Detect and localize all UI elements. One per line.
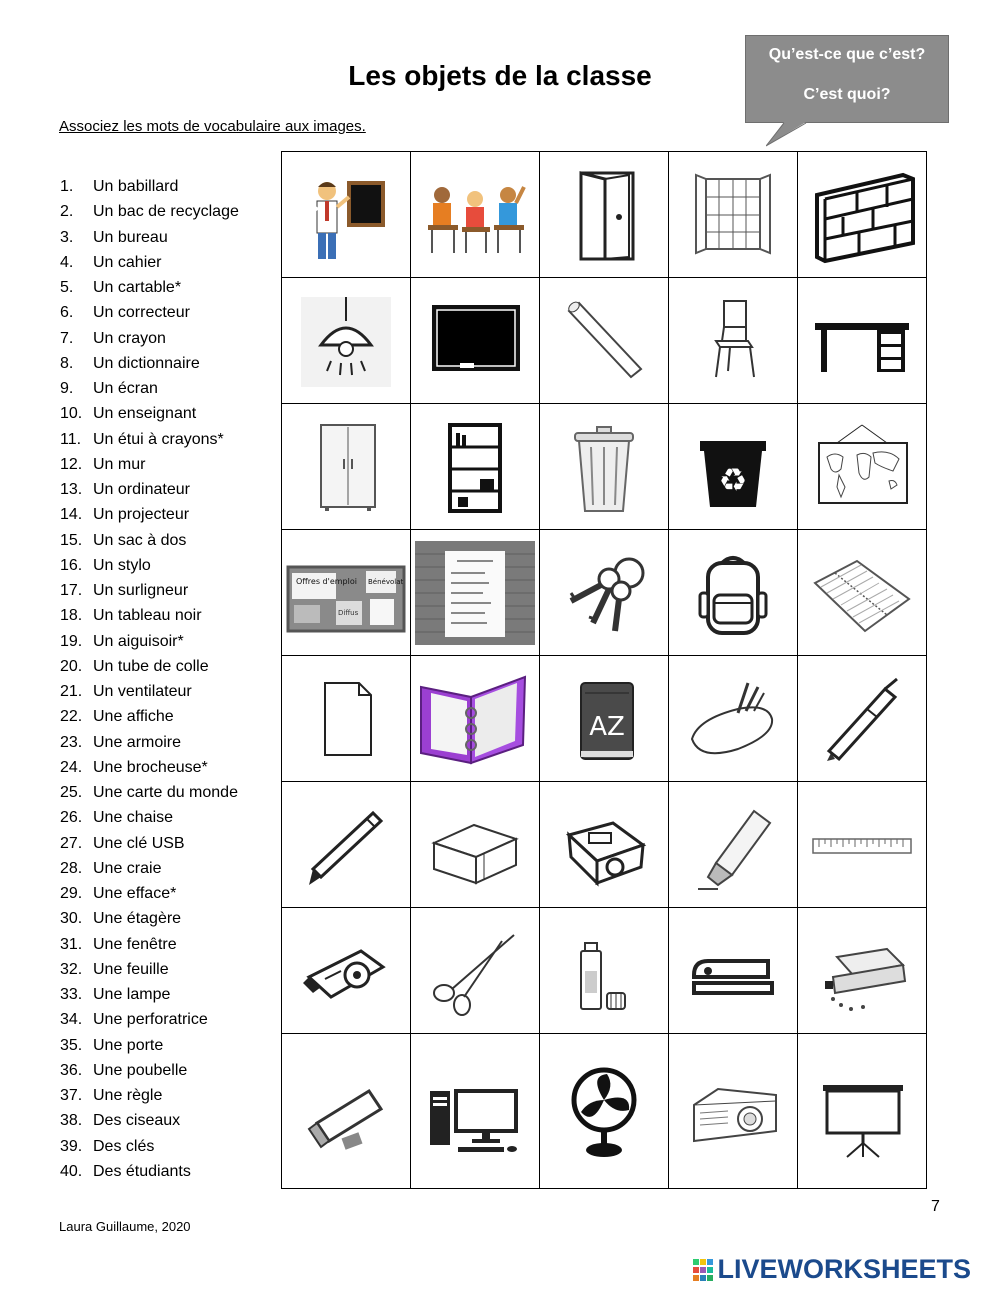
- vocab-item: [60, 326, 239, 351]
- sheet-of-paper-icon: [291, 669, 401, 769]
- image-cell[interactable]: [411, 1034, 540, 1189]
- vocab-item: [60, 427, 239, 452]
- eraser-icon: [420, 795, 530, 895]
- vocab-item: [60, 250, 239, 275]
- vocab-number: 12.: [60, 455, 83, 473]
- bulletin-note-text: Diffus: [338, 608, 359, 617]
- image-cell[interactable]: [669, 908, 798, 1034]
- vocab-number: 3.: [60, 228, 74, 246]
- bulletin-board-icon: [286, 543, 406, 643]
- vocab-number: 32.: [60, 960, 83, 978]
- lamp-icon: [291, 291, 401, 391]
- image-cell[interactable]: [282, 1034, 411, 1189]
- vocab-label: Une chaise: [93, 809, 174, 827]
- vocab-number: 10.: [60, 405, 83, 423]
- image-cell[interactable]: [669, 404, 798, 530]
- vocab-number: 34.: [60, 1011, 83, 1029]
- vocab-label: Une feuille: [93, 960, 169, 978]
- image-cell[interactable]: [282, 782, 411, 908]
- teacher-icon: [291, 165, 401, 265]
- vocab-label: Un crayon: [93, 329, 166, 347]
- vocab-item: [60, 275, 239, 300]
- vocab-item: [60, 1033, 239, 1058]
- fan-icon: [549, 1056, 659, 1166]
- vocab-label: Une étagère: [93, 910, 182, 928]
- vocab-number: 15.: [60, 531, 83, 549]
- sharpener-icon: [549, 795, 659, 895]
- vocab-item: [60, 704, 239, 729]
- vocab-item: [60, 603, 239, 628]
- vocab-item: [60, 805, 239, 830]
- vocab-item: [60, 1134, 239, 1159]
- hole-punch-icon: [807, 921, 917, 1021]
- image-cell[interactable]: [540, 530, 669, 656]
- vocab-label: Des ciseaux: [93, 1112, 181, 1130]
- brand-footer: [693, 1254, 971, 1284]
- vocab-item: [60, 199, 239, 224]
- vocab-item: [60, 780, 239, 805]
- vocab-item: [60, 528, 239, 553]
- vocab-label: Une armoire: [93, 733, 182, 751]
- blackboard-icon: [420, 291, 530, 391]
- image-cell[interactable]: [411, 908, 540, 1034]
- image-cell[interactable]: [540, 656, 669, 782]
- vocab-item: [60, 553, 239, 578]
- vocab-item: [60, 679, 239, 704]
- vocab-number: 1.: [60, 178, 74, 195]
- vocab-item: [60, 477, 239, 502]
- vocab-label: Un bureau: [93, 228, 168, 246]
- image-cell[interactable]: [669, 656, 798, 782]
- vocab-label: Un sac à dos: [93, 531, 187, 549]
- vocab-number: 29.: [60, 885, 83, 902]
- image-cell[interactable]: [669, 530, 798, 656]
- trash-can-icon: [549, 417, 659, 517]
- image-cell[interactable]: [798, 782, 927, 908]
- vocab-label: Une affiche: [93, 708, 174, 726]
- vocab-label: Une efface*: [93, 885, 177, 902]
- image-cell[interactable]: [411, 530, 540, 656]
- image-cell[interactable]: [669, 152, 798, 278]
- vocab-label: Des étudiants: [93, 1162, 191, 1180]
- projector-icon: [678, 1061, 788, 1161]
- vocab-item: [60, 225, 239, 250]
- vocab-label: Une clé USB: [93, 834, 185, 852]
- vocab-number: 31.: [60, 935, 83, 953]
- image-grid: [281, 151, 927, 1189]
- vocab-item: [60, 881, 239, 906]
- vocab-number: 5.: [60, 279, 74, 296]
- vocab-label: Une fenêtre: [93, 935, 177, 953]
- vocab-label: Un tableau noir: [93, 607, 202, 625]
- image-cell[interactable]: [540, 1034, 669, 1189]
- bubble-question-1: Qu’est-ce que c’est?: [768, 46, 926, 63]
- cabinet-icon: [291, 417, 401, 517]
- usb-key-icon: [291, 1061, 401, 1161]
- image-cell[interactable]: [411, 656, 540, 782]
- image-cell[interactable]: [540, 908, 669, 1034]
- vocab-item: [60, 401, 239, 426]
- vocab-item: [60, 730, 239, 755]
- image-cell[interactable]: [798, 152, 927, 278]
- vocab-item: [60, 1108, 239, 1133]
- vocab-label: Un cartable*: [93, 279, 182, 296]
- image-cell[interactable]: [798, 908, 927, 1034]
- vocab-number: 19.: [60, 632, 83, 650]
- vocab-label: Une lampe: [93, 986, 171, 1003]
- image-cell[interactable]: [540, 152, 669, 278]
- vocab-label: Un aiguisoir*: [93, 632, 184, 650]
- author-credit: Laura Guillaume, 2020: [59, 1219, 191, 1234]
- vocab-label: Un tube de colle: [93, 657, 209, 675]
- vocab-number: 17.: [60, 582, 83, 599]
- poster-icon: [415, 541, 535, 645]
- vocab-label: Un cahier: [93, 253, 162, 271]
- liveworksheets-brand: LIVEWORKSHEETS: [717, 1254, 971, 1284]
- page-title: Les objets de la classe: [348, 60, 652, 91]
- vocab-label: Un projecteur: [93, 506, 190, 524]
- speech-bubble: [745, 35, 949, 123]
- vocab-item: [60, 856, 239, 881]
- vocab-number: 25.: [60, 784, 83, 801]
- backpack-icon: [678, 543, 788, 643]
- vocab-number: 11.: [60, 430, 82, 448]
- vocab-label: Une brocheuse*: [93, 758, 208, 776]
- pencil-case-icon: [678, 669, 788, 769]
- vocab-item: [60, 957, 239, 982]
- svg-text:♻: ♻: [718, 460, 748, 499]
- image-cell[interactable]: [540, 404, 669, 530]
- vocab-number: 4.: [60, 253, 74, 271]
- image-cell[interactable]: [282, 530, 411, 656]
- screen-icon: [807, 1061, 917, 1161]
- vocab-label: Un stylo: [93, 556, 151, 574]
- vocab-number: 2.: [60, 203, 74, 221]
- vocab-label: Un écran: [93, 380, 158, 397]
- vocab-label: Une porte: [93, 1036, 164, 1054]
- vocab-item: [60, 452, 239, 477]
- vocab-number: 36.: [60, 1061, 83, 1079]
- bulletin-note-text: Bénévolat: [368, 577, 404, 586]
- image-cell[interactable]: [282, 404, 411, 530]
- image-cell[interactable]: [411, 152, 540, 278]
- recycling-bin-icon: [678, 417, 788, 517]
- world-map-icon: [807, 417, 917, 517]
- binder-icon: [415, 669, 535, 769]
- vocab-item: [60, 932, 239, 957]
- vocab-number: 14.: [60, 506, 83, 524]
- vocab-label: Une règle: [93, 1087, 163, 1104]
- vocab-number: 8.: [60, 354, 74, 372]
- vocab-number: 26.: [60, 809, 83, 827]
- notebook-icon: [807, 543, 917, 643]
- vocab-number: 38.: [60, 1112, 83, 1130]
- vocab-item: [60, 1058, 239, 1083]
- vocab-number: 16.: [60, 556, 83, 574]
- image-cell[interactable]: [411, 782, 540, 908]
- bubble-question-2: C’est quoi?: [803, 86, 891, 103]
- image-cell[interactable]: [669, 782, 798, 908]
- image-cell[interactable]: [411, 278, 540, 404]
- vocab-number: 22.: [60, 708, 83, 726]
- vocab-number: 18.: [60, 607, 83, 625]
- vocab-item: [60, 174, 239, 199]
- image-cell[interactable]: [282, 152, 411, 278]
- vocab-number: 23.: [60, 733, 83, 751]
- image-cell[interactable]: [798, 278, 927, 404]
- vocab-label: Une carte du monde: [93, 784, 238, 801]
- image-cell[interactable]: [798, 1034, 927, 1189]
- image-cell[interactable]: [798, 530, 927, 656]
- correction-tape-icon: [291, 921, 401, 1021]
- glue-stick-icon: [549, 921, 659, 1021]
- pencil-icon: [291, 795, 401, 895]
- image-cell[interactable]: [540, 782, 669, 908]
- vocab-item: [60, 376, 239, 401]
- vocab-number: 6.: [60, 304, 74, 322]
- vocab-number: 39.: [60, 1137, 83, 1155]
- vocab-number: 21.: [60, 683, 83, 700]
- vocab-number: 27.: [60, 834, 83, 852]
- vocab-label: Un babillard: [93, 178, 179, 195]
- vocab-number: 24.: [60, 758, 83, 776]
- vocab-item: [60, 1159, 239, 1184]
- desk-icon: [807, 291, 917, 391]
- vocab-number: 9.: [60, 380, 74, 397]
- stapler-icon: [678, 921, 788, 1021]
- chair-icon: [678, 291, 788, 391]
- vocab-number: 7.: [60, 329, 74, 347]
- vocab-number: 37.: [60, 1087, 83, 1104]
- vocab-label: Un bac de recyclage: [93, 203, 239, 221]
- vocab-label: Des clés: [93, 1137, 155, 1155]
- vocab-label: Un ventilateur: [93, 683, 192, 700]
- keys-icon: [549, 543, 659, 643]
- vocab-number: 35.: [60, 1036, 83, 1054]
- vocab-item: [60, 629, 239, 654]
- vocab-label: Une perforatrice: [93, 1011, 208, 1029]
- vocab-number: 30.: [60, 910, 83, 928]
- vocab-item: [60, 654, 239, 679]
- students-icon: [420, 165, 530, 265]
- wall-icon: [807, 165, 917, 265]
- vocab-label: Une poubelle: [93, 1061, 188, 1079]
- ruler-icon: [807, 795, 917, 895]
- image-cell[interactable]: [282, 278, 411, 404]
- vocab-label: Un mur: [93, 455, 146, 473]
- image-cell[interactable]: [411, 404, 540, 530]
- vocab-label: Un dictionnaire: [93, 354, 200, 372]
- highlighter-icon: [678, 795, 788, 895]
- image-cell[interactable]: [669, 278, 798, 404]
- dictionary-icon: [549, 669, 659, 769]
- vocab-item: [60, 351, 239, 376]
- vocab-item: [60, 1007, 239, 1032]
- image-cell[interactable]: [540, 278, 669, 404]
- vocab-item: [60, 982, 239, 1007]
- window-icon: [678, 165, 788, 265]
- vocab-item: [60, 831, 239, 856]
- image-cell[interactable]: [282, 656, 411, 782]
- pen-icon: [807, 669, 917, 769]
- vocab-number: 33.: [60, 986, 83, 1003]
- vocab-label: Un étui à crayons*: [93, 430, 224, 448]
- vocab-label: Un ordinateur: [93, 481, 190, 498]
- vocab-item: [60, 300, 239, 325]
- vocab-item: [60, 906, 239, 931]
- bulletin-note-text: Offres d'emploi: [296, 576, 357, 586]
- scissors-icon: [420, 921, 530, 1021]
- chalk-icon: [549, 291, 659, 391]
- vocab-item: [60, 502, 239, 527]
- image-cell[interactable]: [798, 656, 927, 782]
- image-cell[interactable]: [669, 1034, 798, 1189]
- bookshelf-icon: [420, 417, 530, 517]
- vocab-item: [60, 755, 239, 780]
- door-icon: [549, 165, 659, 265]
- vocab-label: Un surligneur: [93, 582, 189, 599]
- vocab-number: 28.: [60, 859, 83, 877]
- speech-bubble-tail: [766, 122, 810, 148]
- vocab-label: Un correcteur: [93, 304, 190, 322]
- vocab-item: [60, 1083, 239, 1108]
- image-cell[interactable]: [282, 908, 411, 1034]
- vocab-number: 20.: [60, 657, 83, 675]
- vocab-number: 40.: [60, 1162, 83, 1180]
- dictionary-cover-text: AZ: [589, 711, 625, 742]
- vocab-label: Une craie: [93, 859, 162, 877]
- vocab-number: 13.: [60, 481, 83, 498]
- vocabulary-list: [60, 174, 239, 1184]
- vocab-item: [60, 578, 239, 603]
- image-cell[interactable]: [798, 404, 927, 530]
- page-number: 7: [931, 1198, 940, 1215]
- instruction: Associez les mots de vocabulaire aux images.: [59, 118, 366, 135]
- vocab-label: Un enseignant: [93, 405, 197, 423]
- computer-icon: [420, 1061, 530, 1161]
- liveworksheets-logo-icon: [693, 1259, 713, 1281]
